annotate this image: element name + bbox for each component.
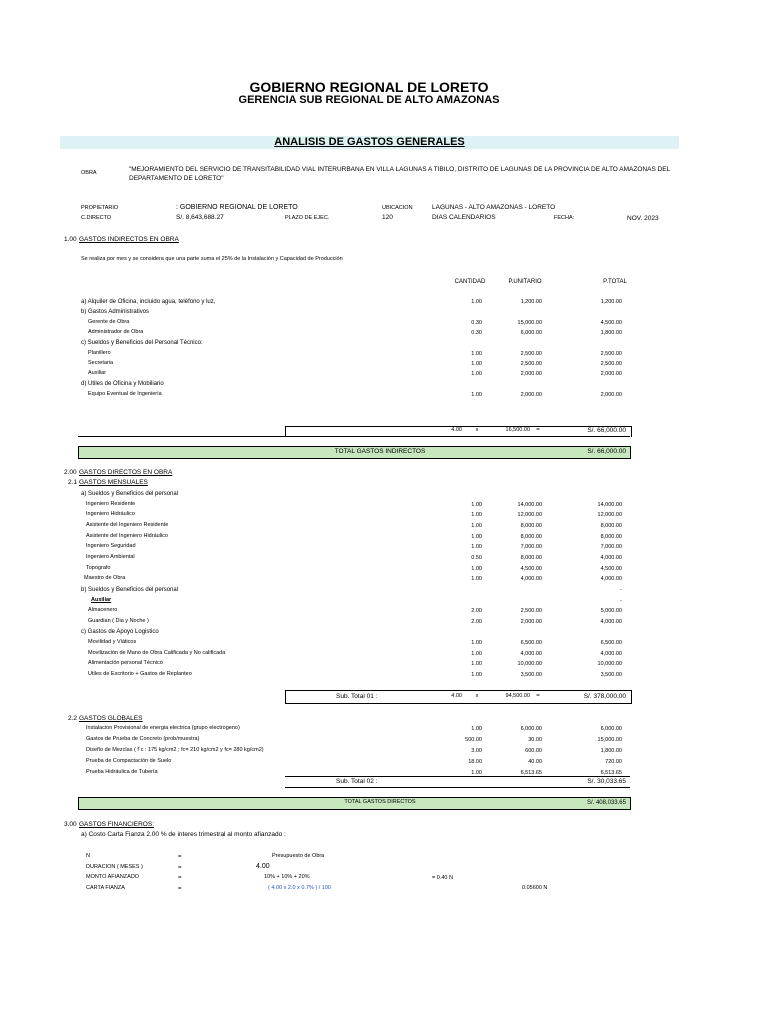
row-description: a) Alquiler de Oficina, incluido agua, teléfono y luz, <box>81 299 216 305</box>
subtotal01-meses: 4.00 <box>451 693 462 699</box>
row-description: Diseño de Mezclas ( f´c : 175 kg/cm2 ; fc= 210 kg/cm2 y fc= 280 kg/cm2) <box>86 746 264 753</box>
row-description: Prueba Hidráulica de Tubería <box>86 768 158 775</box>
row-ptotal: 7,000.00 <box>600 544 622 551</box>
row-cantidad: 2.00 <box>471 618 482 625</box>
row-ptotal: 2,000.00 <box>600 391 622 398</box>
ubicacion-value: LAGUNAS - ALTO AMAZONAS - LORETO <box>432 204 556 211</box>
row-punitario: 2,000.00 <box>520 371 542 378</box>
row-description: b) Gastos Administrativos <box>81 309 150 316</box>
ubicacion-label: UBICACION <box>382 205 413 211</box>
row-cantidad: 3.00 <box>471 747 482 754</box>
row-ptotal: 1,800.00 <box>600 329 622 336</box>
row-description: Movilización de Mano de Obra Calificada y No calificada <box>88 649 226 656</box>
row-ptotal: 2,000.00 <box>600 371 622 378</box>
row-punitario: 4,000.00 <box>520 650 542 657</box>
plazo-label: PLAZO DE EJEC. <box>285 215 330 221</box>
row-description: Alimentación personal Técnico <box>88 660 163 667</box>
row-punitario: 4,000.00 <box>520 576 542 583</box>
row-description: Movilidad y Viáticos <box>88 639 137 646</box>
row-cantidad: 1.00 <box>471 533 482 540</box>
row-ptotal: 4,000.00 <box>600 650 622 657</box>
cdirecto-value: S/. 8,643,688.27 <box>176 214 224 221</box>
row-description: Ingeniero Seguridad <box>86 543 136 550</box>
row-description: a) Sueldos y Beneficios del personal <box>81 491 179 497</box>
row-description: Asistente del Ingeniero Residente <box>86 521 169 528</box>
fin-label: CARTA FIANZA <box>86 885 125 891</box>
indirectos-title: GASTOS INDIRECTOS EN OBRA <box>79 236 179 243</box>
row-description: Ingeniero Residente <box>86 500 136 507</box>
fin-label: MONTO AFIANZADO <box>86 874 140 880</box>
col-ptotal: P.TOTAL <box>603 279 627 285</box>
row-cantidad: 0.30 <box>471 319 482 326</box>
row-cantidad: 1.00 <box>471 650 482 657</box>
row-cantidad: 1.00 <box>471 544 482 551</box>
plazo-unit: DIAS CALENDARIOS <box>432 214 496 221</box>
row-ptotal: 1,800.00 <box>600 747 622 754</box>
row-punitario: 6,500.00 <box>520 640 542 647</box>
row-cantidad: 1.00 <box>471 391 482 398</box>
row-description: Planillero <box>88 349 111 356</box>
row-ptotal: 4,000.00 <box>600 554 622 561</box>
indirectos-calc-x: x <box>475 427 479 433</box>
fin-label: DURACION ( MESES ) <box>86 864 143 870</box>
fin-label: N <box>86 853 90 859</box>
row-ptotal: 8,000.00 <box>600 533 622 540</box>
row-ptotal: 6,513.65 <box>600 769 622 776</box>
row-description: Administrador de Obra <box>88 328 144 335</box>
row-cantidad: 1.00 <box>471 350 482 357</box>
row-description: Topografo <box>86 564 111 571</box>
page-title: GOBIERNO REGIONAL DE LORETO <box>249 79 489 95</box>
row-ptotal: 14,000.00 <box>597 501 622 508</box>
row-cantidad: 18.00 <box>468 758 482 765</box>
row-description: c) Gastos de Apoyo Logistico <box>81 629 159 636</box>
row-cantidad: 500.00 <box>465 736 482 743</box>
row-cantidad: 0.50 <box>471 554 482 561</box>
row-cantidad: 1.00 <box>471 512 482 519</box>
row-ptotal: 4,000.00 <box>600 576 622 583</box>
indirectos-calc-meses: 4.00 <box>451 427 462 433</box>
row-punitario: 600.00 <box>525 747 542 754</box>
total-indirectos-label: TOTAL GASTOS INDIRECTOS <box>334 448 426 455</box>
row-cantidad: 1.00 <box>471 672 482 679</box>
row-description: Equipo Eventual de Ingeniería <box>88 390 162 397</box>
row-ptotal: - <box>620 597 622 604</box>
mensuales-title: GASTOS MENSUALES <box>79 479 148 486</box>
row-description: Auxiliar <box>91 596 112 603</box>
row-cantidad: 2.00 <box>471 608 482 615</box>
row-punitario: 4,500.00 <box>520 565 542 572</box>
row-ptotal: 2,500.00 <box>600 360 622 367</box>
row-punitario: 12,000.00 <box>517 512 542 519</box>
row-punitario: 10,000.00 <box>517 661 542 668</box>
subtotal01-label: Sub. Total 01 : <box>336 693 378 700</box>
row-description: Prueba de Compactación de Suelo <box>86 757 172 764</box>
row-ptotal: 3,500.00 <box>600 672 622 679</box>
row-description: Instalacion Provisional de energia electrica (grupo electrogeno) <box>86 725 240 731</box>
col-cantidad: CANTIDAD <box>454 279 486 285</box>
col-punitario: P.UNITARIO <box>508 279 542 285</box>
fin-value: ( 4.00 x 2.0 x 0.7% ) / 100 <box>268 885 331 891</box>
row-punitario: 3,500.00 <box>520 672 542 679</box>
row-ptotal: - <box>620 586 622 593</box>
row-punitario: 30.00 <box>528 736 542 743</box>
row-ptotal: 720.00 <box>605 758 622 765</box>
row-description: Ingeniero Ambiental <box>86 553 135 560</box>
row-cantidad: 1.00 <box>471 726 482 732</box>
row-ptotal: 2,500.00 <box>600 350 622 357</box>
row-description: Utiles de Escritorio + Gastos de Replanteo <box>88 671 192 678</box>
divider <box>285 787 630 788</box>
total-indirectos-value: S/. 66,000.00 <box>587 448 626 455</box>
row-punitario: 1,200.00 <box>520 299 542 305</box>
row-cantidad: 1.00 <box>471 769 482 776</box>
fin-extra: = 0.40 N <box>432 875 453 881</box>
fecha-label: FECHA: <box>554 215 575 221</box>
row-cantidad: 1.00 <box>471 565 482 572</box>
indirectos-calc-eq: = <box>536 427 540 433</box>
fin-eq: = <box>178 886 182 892</box>
row-description: Gerente de Obra <box>88 318 130 325</box>
subtotal01-total: S/. 378,000.00 <box>583 693 626 700</box>
fin-eq: = <box>178 875 182 881</box>
indirectos-note: Se realiza por mes y se considera que una parte suma el 25% de la Instalación y Capacidad de Producción <box>81 256 343 262</box>
row-ptotal: 5,000.00 <box>600 608 622 615</box>
obra-text-line2: DEPARTAMENTO DE LORETO" <box>129 175 224 182</box>
fin-value: 10% + 10% + 20% <box>264 874 310 880</box>
subtotal01-x: x <box>475 693 479 699</box>
row-punitario: 2,000.00 <box>520 391 542 398</box>
row-ptotal: 4,500.00 <box>600 565 622 572</box>
subtotal02-label: Sub. Total 02 : <box>336 778 378 785</box>
row-punitario: 2,000.00 <box>520 618 542 625</box>
directos-num: 2.00 <box>64 469 77 476</box>
row-description: Asistente del Ingeniero Hidráulico <box>86 532 168 539</box>
fin-value: 4.00 <box>256 863 270 870</box>
total-directos-value: S/. 408,033.65 <box>586 800 626 806</box>
row-punitario: 6,000.00 <box>520 726 542 732</box>
indirectos-calc-pu: 16,500.00 <box>505 427 530 433</box>
row-ptotal: 6,500.00 <box>600 640 622 647</box>
row-cantidad: 1.00 <box>471 299 482 305</box>
row-punitario: 2,500.00 <box>520 360 542 367</box>
row-cantidad: 0.30 <box>471 329 482 336</box>
row-description: Ingeniero Hidráulico <box>86 511 135 518</box>
indirectos-num: 1.00 <box>64 236 77 243</box>
divider <box>78 436 630 437</box>
row-cantidad: 1.00 <box>471 501 482 508</box>
row-punitario: 8,000.00 <box>520 533 542 540</box>
subtotal01-eq: = <box>536 693 540 699</box>
fin-eq: = <box>178 865 182 871</box>
fin-eq: = <box>178 854 182 860</box>
row-cantidad: 1.00 <box>471 661 482 668</box>
row-ptotal: 8,000.00 <box>600 522 622 529</box>
row-description: Secretaria <box>88 359 114 366</box>
subtotal01-pu: 94,500.00 <box>505 693 530 699</box>
row-cantidad: 1.00 <box>471 576 482 583</box>
row-description: d) Utiles de Oficina y Mobiliario <box>81 381 164 388</box>
fin-extra2: 0.05600 N <box>522 885 548 891</box>
plazo-value: 120 <box>382 214 393 221</box>
row-cantidad: 1.00 <box>471 522 482 529</box>
obra-text-line1: "MEJORAMIENTO DEL SERVICIO DE TRANSITABILIDAD VIAL INTERURBANA EN VILLA LAGUNAS A TIBILO, DISTRITO DE LAGUNAS DE LA PROVINCIA DE ALTO AMAZONAS DEL <box>129 166 671 173</box>
row-cantidad: 1.00 <box>471 371 482 378</box>
page-subtitle: GERENCIA SUB REGIONAL DE ALTO AMAZONAS <box>238 94 500 106</box>
globales-title: GASTOS GLOBALES <box>79 715 143 722</box>
row-punitario: 40.00 <box>528 758 542 765</box>
financieros-num: 3.00 <box>64 821 77 828</box>
subtotal02-value: S/. 30,033.65 <box>587 778 626 785</box>
globales-num: 2.2 <box>68 715 78 722</box>
row-punitario: 14,000.00 <box>517 501 542 508</box>
total-directos-label: TOTAL GASTOS DIRECTOS <box>344 799 416 805</box>
row-punitario: 8,000.00 <box>520 522 542 529</box>
section-title: ANALISIS DE GASTOS GENERALES <box>274 136 465 148</box>
row-description: c) Sueldos y Beneficios del Personal Técnico: <box>81 340 203 347</box>
row-description: Almacenero <box>88 607 118 614</box>
row-description: Maestro de Obra <box>84 575 126 582</box>
fecha-value: NOV. 2023 <box>627 215 659 222</box>
row-punitario: 2,500.00 <box>520 608 542 615</box>
row-ptotal: 12,000.00 <box>597 512 622 519</box>
directos-title: GASTOS DIRECTOS EN OBRA <box>79 469 173 476</box>
row-punitario: 7,000.00 <box>520 544 542 551</box>
row-description: Gastos de Prueba de Concreto (prob/muestra) <box>86 735 200 742</box>
row-punitario: 6,513.65 <box>520 769 542 776</box>
row-punitario: 6,000.00 <box>520 329 542 336</box>
fin-value: Presupuesto de Obra <box>272 853 325 859</box>
row-ptotal: 10,000.00 <box>597 661 622 668</box>
cdirecto-label: C.DIRECTO <box>81 215 112 221</box>
row-description: b) Sueldos y Beneficios del personal <box>81 586 179 593</box>
row-punitario: 2,500.00 <box>520 350 542 357</box>
row-ptotal: 15,000.00 <box>597 736 622 743</box>
row-punitario: 8,000.00 <box>520 554 542 561</box>
obra-label: OBRA <box>81 170 97 176</box>
financieros-subtitle: a) Costo Carta Fianza 2.00 % de interes trimestral al monto afianzado : <box>81 831 286 838</box>
row-description: Guardian ( Dia y Noche ) <box>88 617 149 624</box>
financieros-title: GASTOS FINANCIEROS: <box>79 821 155 828</box>
row-ptotal: 6,000.00 <box>600 726 622 732</box>
row-ptotal: 1,200.00 <box>600 299 622 305</box>
row-ptotal: 4,500.00 <box>600 319 622 326</box>
indirectos-calc-total: S/. 66,000.00 <box>587 427 626 434</box>
propietario-value: : GOBIERNO REGIONAL DE LORETO <box>176 204 298 211</box>
row-punitario: 15,000.00 <box>517 319 542 326</box>
row-cantidad: 1.00 <box>471 360 482 367</box>
mensuales-num: 2.1 <box>68 479 78 486</box>
propietario-label: PROPIETARIO <box>81 205 119 211</box>
row-description: Auxiliar <box>88 370 107 377</box>
row-cantidad: 1.00 <box>471 640 482 647</box>
row-ptotal: 4,000.00 <box>600 618 622 625</box>
